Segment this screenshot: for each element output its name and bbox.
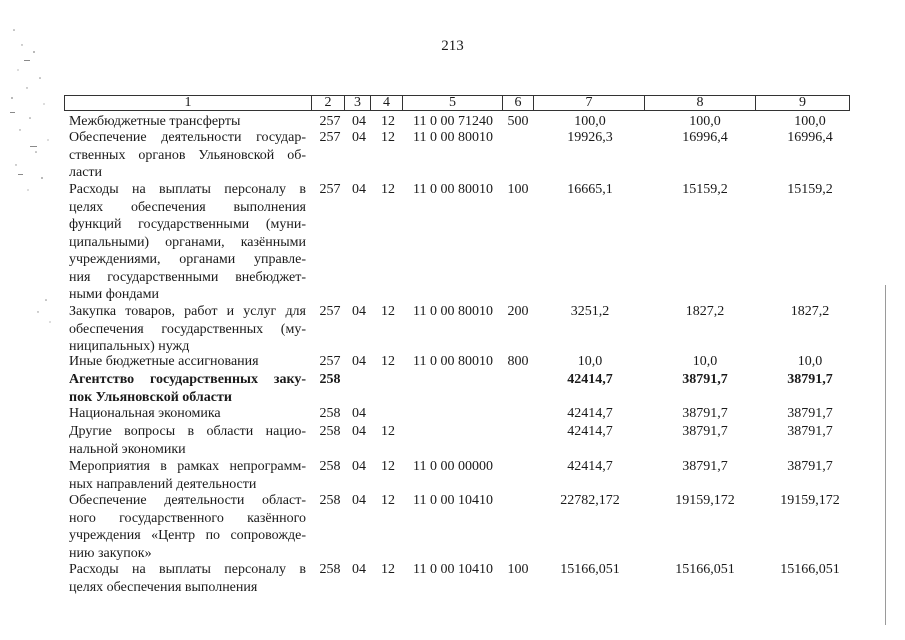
row-name-line: ципальными) органами, казёнными bbox=[69, 234, 306, 250]
cell-col-2: 258 bbox=[319, 424, 341, 439]
row-name bbox=[69, 458, 306, 493]
cell-col-9: 38791,7 bbox=[787, 459, 833, 474]
row-name-line: обеспечения государственных (му- bbox=[69, 321, 306, 337]
row-name-line: Обеспечение деятельности государ- bbox=[69, 130, 306, 145]
row-name-line: Мероприятия в рамках непрограмм- bbox=[69, 459, 306, 474]
row-name-line: учреждения «Центр по сопровожде- bbox=[69, 528, 306, 543]
column-header: 3 bbox=[345, 96, 371, 110]
cell-col-7: 19926,3 bbox=[567, 130, 613, 145]
cell-col-2: 257 bbox=[319, 354, 341, 369]
row-name-line: целях обеспечения выполнения bbox=[69, 199, 306, 215]
row-name-line: ласти bbox=[69, 165, 103, 180]
cell-col-4: 12 bbox=[381, 114, 395, 129]
cell-col-8: 38791,7 bbox=[682, 459, 728, 474]
cell-col-3: 04 bbox=[352, 406, 366, 421]
cell-col-7: 22782,172 bbox=[560, 493, 620, 508]
cell-col-2: 257 bbox=[319, 130, 341, 145]
cell-col-2: 258 bbox=[319, 493, 341, 508]
page-edge-line bbox=[885, 285, 886, 625]
cell-col-2: 258 bbox=[319, 459, 341, 474]
column-header: 9 bbox=[799, 95, 806, 110]
row-name-line: ных направлений деятельности bbox=[69, 476, 257, 492]
cell-col-9: 15159,2 bbox=[787, 182, 833, 197]
cell-col-6: 100 bbox=[507, 182, 529, 197]
cell-col-4: 12 bbox=[381, 459, 395, 474]
cell-col-5: 11 0 00 80010 bbox=[413, 182, 493, 197]
cell-col-7: 42414,7 bbox=[567, 406, 613, 421]
cell-col-3: 04 bbox=[352, 459, 366, 474]
cell-col-2: 258 bbox=[319, 562, 341, 577]
cell-col-8: 100,0 bbox=[689, 114, 721, 129]
row-name bbox=[69, 561, 306, 596]
cell-col-3: 04 bbox=[352, 424, 366, 439]
row-name-line: Межбюджетные трансферты bbox=[69, 114, 241, 129]
row-name-line: целях обеспечения выполнения bbox=[69, 579, 258, 595]
cell-col-9: 16996,4 bbox=[787, 130, 833, 145]
row-name-line: Расходы на выплаты персоналу в bbox=[69, 562, 306, 577]
cell-col-3: 04 bbox=[352, 493, 366, 508]
cell-col-6: 800 bbox=[507, 354, 529, 369]
column-header: 2 bbox=[312, 96, 345, 110]
cell-col-5: 11 0 00 10410 bbox=[413, 562, 493, 577]
column-header: 1 bbox=[65, 96, 312, 110]
row-name-line: Агентство государственных заку- bbox=[69, 372, 306, 387]
cell-col-2: 258 bbox=[319, 406, 341, 421]
row-name-line: Национальная экономика bbox=[69, 406, 221, 421]
cell-col-4: 12 bbox=[381, 354, 395, 369]
row-name bbox=[69, 405, 306, 423]
row-name-line: Закупка товаров, работ и услуг для bbox=[69, 304, 306, 319]
cell-col-7: 16665,1 bbox=[567, 182, 613, 197]
row-name bbox=[69, 303, 306, 356]
cell-col-9: 38791,7 bbox=[787, 424, 833, 439]
cell-col-9: 38791,7 bbox=[787, 372, 833, 387]
cell-col-8: 38791,7 bbox=[682, 424, 728, 439]
row-name-line: Иные бюджетные ассигнования bbox=[69, 354, 259, 369]
cell-col-3: 04 bbox=[352, 354, 366, 369]
cell-col-2: 257 bbox=[319, 114, 341, 129]
row-name bbox=[69, 492, 306, 562]
cell-col-7: 100,0 bbox=[574, 114, 606, 129]
column-header: 7 bbox=[534, 96, 645, 110]
cell-col-4: 12 bbox=[381, 493, 395, 508]
table-header bbox=[64, 95, 850, 111]
cell-col-2: 257 bbox=[319, 304, 341, 319]
row-name-line: ниципальных) нужд bbox=[69, 339, 190, 354]
row-name-line: ными фондами bbox=[69, 287, 160, 302]
row-name-line: Обеспечение деятельности област- bbox=[69, 493, 306, 508]
cell-col-8: 38791,7 bbox=[682, 406, 728, 421]
cell-col-8: 15159,2 bbox=[682, 182, 728, 197]
column-header: 8 bbox=[645, 96, 756, 110]
column-header: 4 bbox=[371, 96, 403, 110]
cell-col-3: 04 bbox=[352, 304, 366, 319]
cell-col-9: 19159,172 bbox=[780, 493, 840, 508]
cell-col-3: 04 bbox=[352, 182, 366, 197]
cell-col-5: 11 0 00 10410 bbox=[413, 493, 493, 508]
cell-col-7: 42414,7 bbox=[567, 424, 613, 439]
row-name-line: Расходы на выплаты персоналу в bbox=[69, 182, 306, 197]
row-name bbox=[69, 129, 306, 182]
cell-col-5: 11 0 00 80010 bbox=[413, 130, 493, 145]
row-name bbox=[69, 371, 306, 406]
cell-col-6: 500 bbox=[507, 114, 529, 129]
cell-col-4: 12 bbox=[381, 304, 395, 319]
row-name-line: ного государственного казённого bbox=[69, 510, 306, 526]
page-number: 213 bbox=[441, 38, 464, 54]
cell-col-7: 15166,051 bbox=[560, 562, 620, 577]
row-name-line: учреждениями, органами управле- bbox=[69, 252, 306, 267]
column-header: 5 bbox=[403, 96, 503, 110]
row-name-line: пок Ульяновской области bbox=[69, 389, 232, 405]
cell-col-5: 11 0 00 71240 bbox=[413, 114, 493, 129]
cell-col-3: 04 bbox=[352, 130, 366, 145]
scan-noise bbox=[0, 0, 60, 340]
cell-col-6: 100 bbox=[507, 562, 529, 577]
row-name bbox=[69, 181, 306, 304]
column-header: 6 bbox=[503, 96, 534, 110]
cell-col-4: 12 bbox=[381, 562, 395, 577]
cell-col-4: 12 bbox=[381, 130, 395, 145]
cell-col-5: 11 0 00 80010 bbox=[413, 304, 493, 319]
row-name-line: нальной экономики bbox=[69, 441, 186, 457]
cell-col-9: 38791,7 bbox=[787, 406, 833, 421]
cell-col-4: 12 bbox=[381, 182, 395, 197]
cell-col-8: 15166,051 bbox=[675, 562, 735, 577]
cell-col-9: 15166,051 bbox=[780, 562, 840, 577]
row-name bbox=[69, 353, 306, 371]
row-name bbox=[69, 423, 306, 458]
cell-col-7: 10,0 bbox=[577, 354, 603, 369]
cell-col-8: 38791,7 bbox=[682, 372, 728, 387]
row-name-line: функций государственными (муни- bbox=[69, 217, 306, 232]
cell-col-7: 3251,2 bbox=[570, 304, 610, 319]
cell-col-7: 42414,7 bbox=[567, 372, 613, 387]
row-name-line: ственных органов Ульяновской об- bbox=[69, 147, 306, 163]
cell-col-4: 12 bbox=[381, 424, 395, 439]
cell-col-8: 10,0 bbox=[692, 354, 718, 369]
row-name-line: Другие вопросы в области нацио- bbox=[69, 424, 306, 439]
cell-col-2: 258 bbox=[319, 372, 341, 387]
cell-col-9: 1827,2 bbox=[790, 304, 830, 319]
cell-col-8: 1827,2 bbox=[685, 304, 725, 319]
cell-col-5: 11 0 00 00000 bbox=[413, 459, 493, 474]
row-name bbox=[69, 113, 306, 131]
cell-col-3: 04 bbox=[352, 562, 366, 577]
row-name-line: ния государственными внебюджет- bbox=[69, 269, 306, 285]
cell-col-2: 257 bbox=[319, 182, 341, 197]
cell-col-6: 200 bbox=[507, 304, 529, 319]
row-name-line: нию закупок» bbox=[69, 545, 152, 561]
cell-col-8: 16996,4 bbox=[682, 130, 728, 145]
cell-col-3: 04 bbox=[352, 114, 366, 129]
cell-col-7: 42414,7 bbox=[567, 459, 613, 474]
cell-col-9: 10,0 bbox=[797, 354, 823, 369]
cell-col-9: 100,0 bbox=[794, 114, 826, 129]
cell-col-5: 11 0 00 80010 bbox=[413, 354, 493, 369]
cell-col-8: 19159,172 bbox=[675, 493, 735, 508]
